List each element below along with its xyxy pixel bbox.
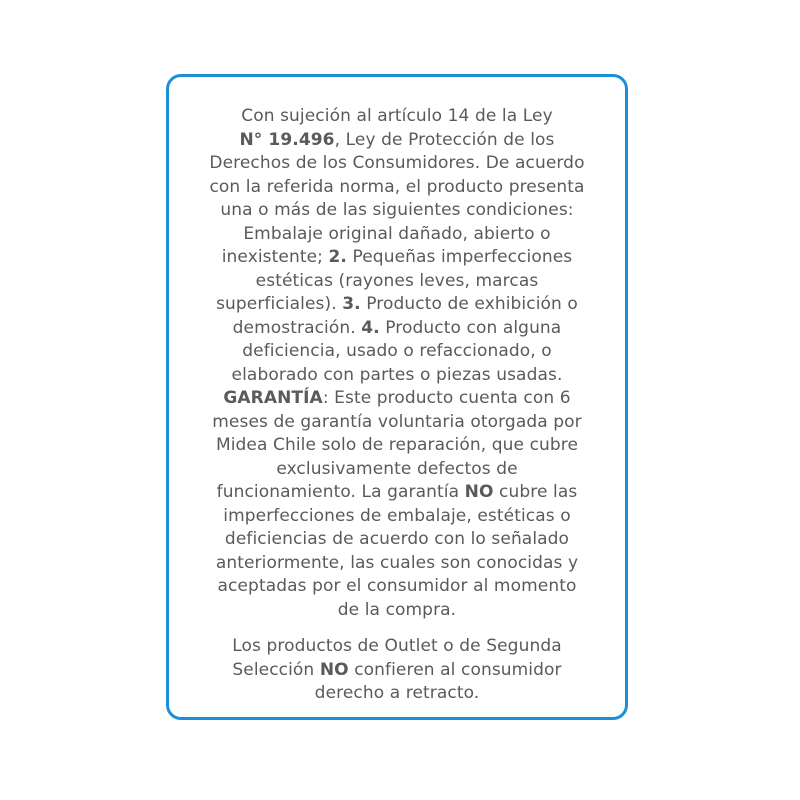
text-line: Derechos de los Consumidores. De acuerdo xyxy=(209,153,585,173)
text-line: funcionamiento. La garantía NO cubre las xyxy=(216,482,578,502)
text-line: Los productos de Outlet o de Segunda xyxy=(232,636,562,656)
text-line: aceptadas por el consumidor al momento xyxy=(217,576,577,596)
text-line: de la compra. xyxy=(337,599,457,620)
text-line: inexistente; 2. Pequeñas imperfecciones xyxy=(221,247,573,267)
text-line: deficiencia, usado o refaccionado, o xyxy=(242,341,552,361)
text-line: derecho a retracto. xyxy=(314,683,480,703)
text-line: GARANTÍA: Este producto cuenta con 6 xyxy=(223,388,571,408)
text-line: Con sujeción al artículo 14 de la Ley xyxy=(241,106,553,126)
warranty-label: GARANTÍA xyxy=(223,388,323,408)
text-line: estéticas (rayones leves, marcas xyxy=(255,270,539,291)
text-line: una o más de las siguientes condiciones: xyxy=(220,200,574,220)
text-line: anteriormente, las cuales son conocidas y xyxy=(215,552,579,573)
text-line: superficiales). 3. Producto de exhibición o xyxy=(216,294,578,314)
text-line: deficiencias de acuerdo con lo señalado xyxy=(224,529,570,549)
text-line: meses de garantía voluntaria otorgada por xyxy=(212,411,582,432)
law-number: N° 19.496 xyxy=(239,129,335,150)
retract-paragraph xyxy=(169,635,625,706)
text-line: N° 19.496, Ley de Protección de los xyxy=(239,129,555,150)
disclaimer-card xyxy=(166,74,628,720)
text-line: exclusivamente defectos de xyxy=(276,458,518,479)
text-line: Midea Chile solo de reparación, que cubre xyxy=(215,435,579,455)
text-line: demostración. 4. Producto con alguna xyxy=(232,317,562,338)
text-line: con la referida norma, el producto presenta xyxy=(209,176,585,197)
text-line: imperfecciones de embalaje, estéticas o xyxy=(223,505,571,526)
text-line: elaborado con partes o piezas usadas. xyxy=(231,364,563,385)
text-line: Embalaje original dañado, abierto o xyxy=(243,223,551,244)
text-line: Selección NO confieren al consumidor xyxy=(232,659,562,680)
conditions-paragraph xyxy=(169,105,625,622)
